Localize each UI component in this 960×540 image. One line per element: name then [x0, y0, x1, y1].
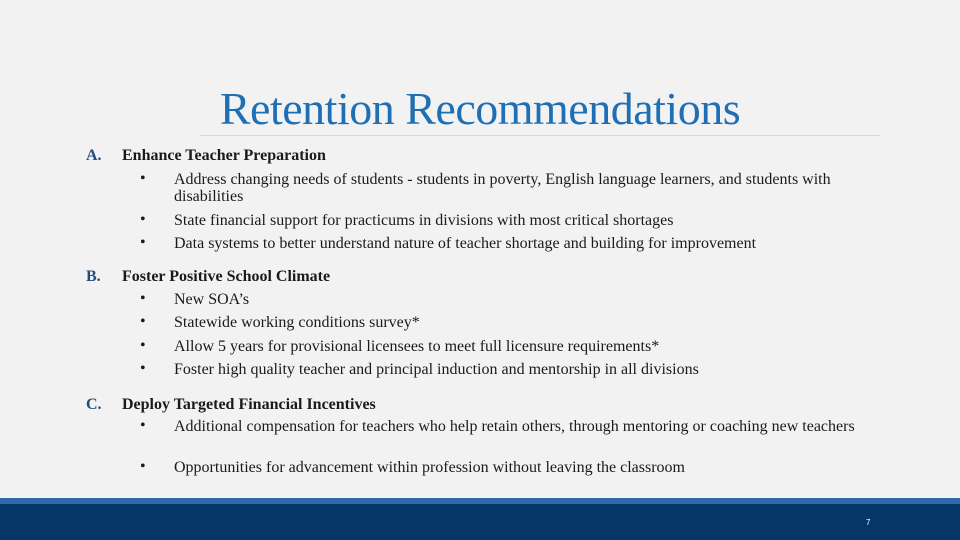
section-letter: A. — [86, 147, 102, 164]
bullet-marker: • — [140, 290, 146, 307]
section-letter: C. — [86, 396, 102, 413]
bullet-item: Data systems to better understand nature of teacher shortage and building for improvement — [174, 235, 757, 252]
bullet-marker: • — [140, 170, 146, 187]
bullet-item: Opportunities for advancement within profession without leaving the classroom — [174, 459, 685, 476]
bullet-marker: • — [140, 458, 146, 475]
footer-bar — [0, 504, 960, 540]
bullet-item: Foster high quality teacher and principal induction and mentorship in all divisions — [174, 361, 699, 378]
section-heading: Enhance Teacher Preparation — [122, 147, 326, 164]
page-number: 7 — [866, 518, 871, 527]
bullet-marker: • — [140, 211, 146, 228]
bullet-item: Allow 5 years for provisional licensees to meet full licensure requirements* — [174, 338, 660, 355]
section-letter: B. — [86, 268, 101, 285]
slide-title: Retention Recommendations — [219, 83, 741, 134]
section-heading: Deploy Targeted Financial Incentives — [122, 396, 376, 413]
bullet-marker: • — [140, 360, 146, 377]
bullet-marker: • — [140, 313, 146, 330]
bullet-marker: • — [140, 234, 146, 251]
section-heading: Foster Positive School Climate — [122, 268, 331, 285]
bullet-marker: • — [140, 337, 146, 354]
bullet-marker: • — [140, 417, 146, 434]
bullet-item: New SOA’s — [174, 291, 250, 308]
bullet-item: Additional compensation for teachers who help retain others, through mentoring or coaching new teachers — [174, 418, 855, 435]
title-divider — [200, 135, 880, 136]
bullet-item: Address changing needs of students - students in poverty, English language learners, and students with disabilities — [174, 171, 831, 205]
bullet-item: State financial support for practicums in divisions with most critical shortages — [174, 212, 674, 229]
bullet-item: Statewide working conditions survey* — [174, 314, 420, 331]
